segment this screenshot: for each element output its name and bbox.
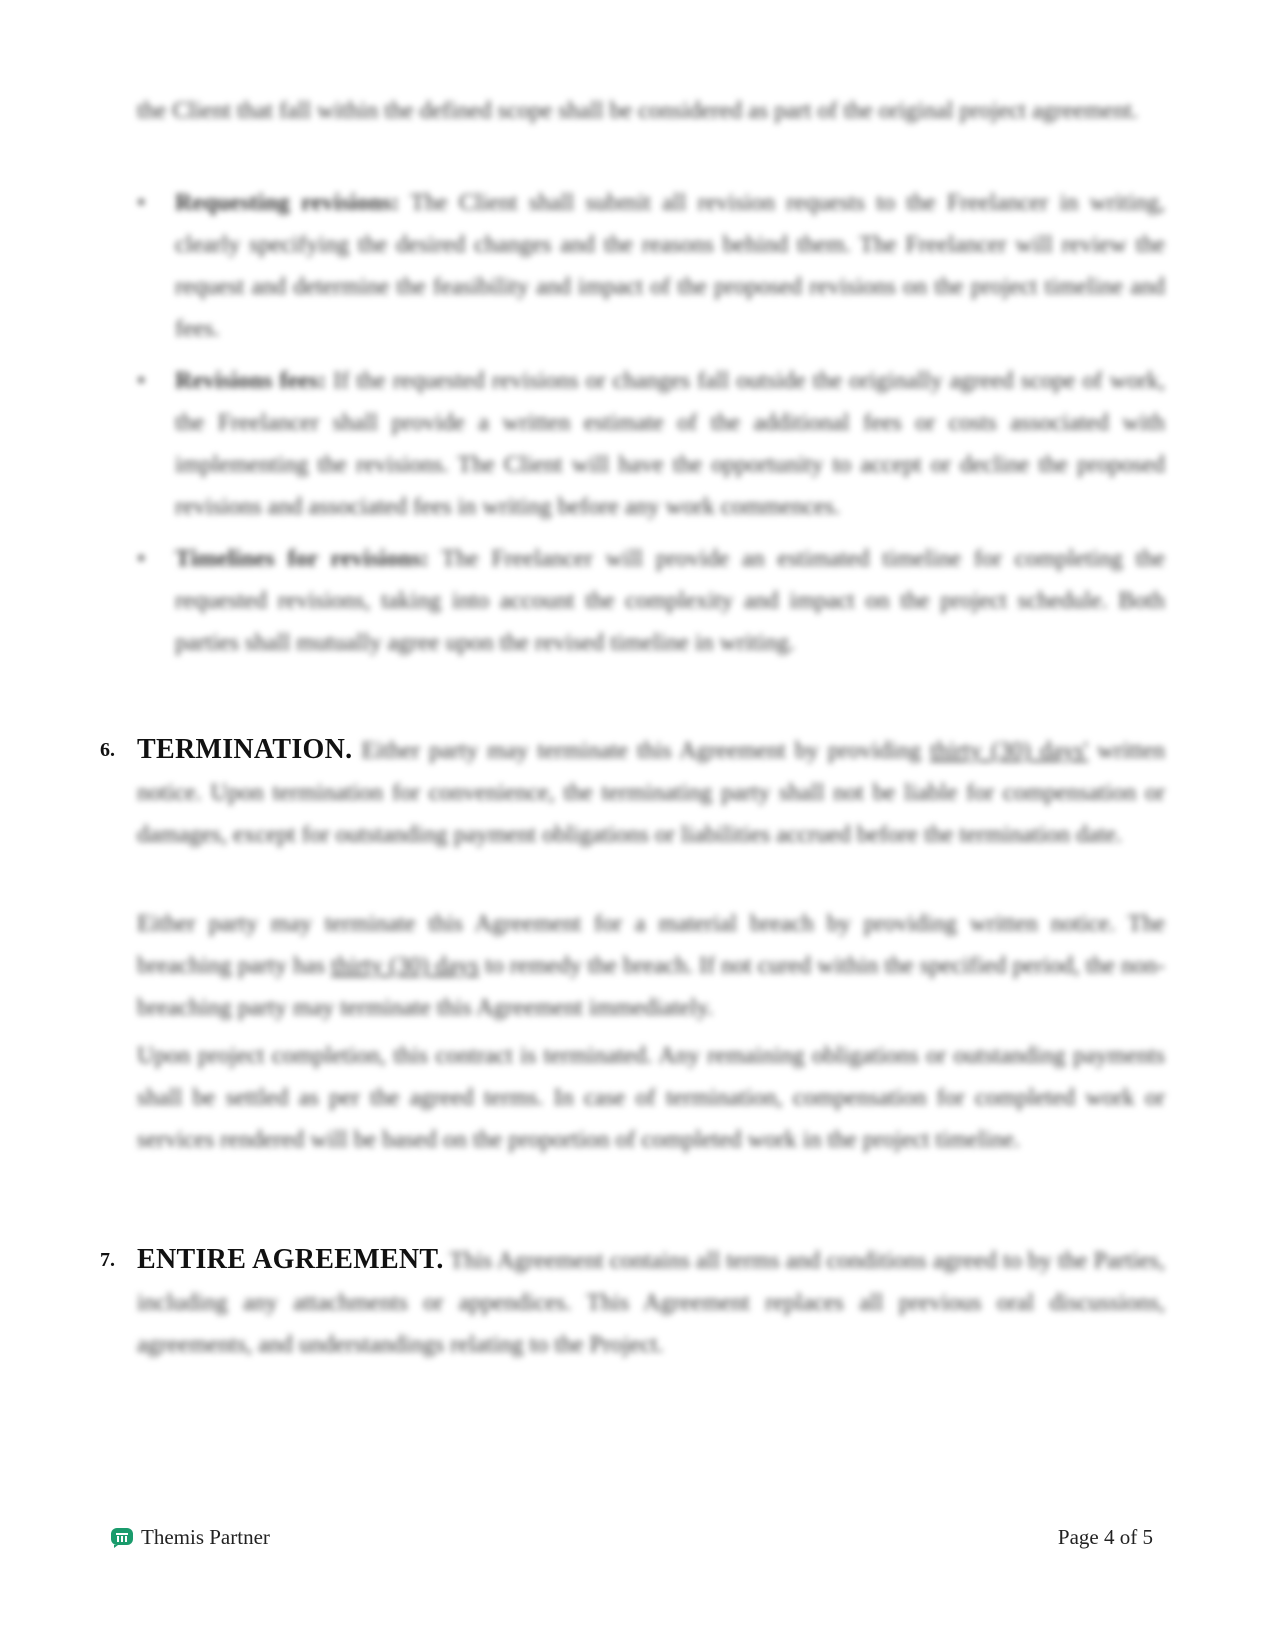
bullet-dot-icon: •	[137, 546, 146, 572]
footer-brand-name: Themis Partner	[141, 1525, 270, 1549]
section-heading: TERMINATION.	[137, 734, 353, 765]
list-item	[137, 182, 1165, 350]
termination-notice-period: thirty (30) days'	[929, 738, 1089, 764]
breach-cure-period: thirty (30) days	[331, 953, 480, 979]
breach-text-before: Either party may terminate this Agreement for a material breach by providing written notice. The breaching party has	[137, 911, 1165, 979]
bullet-label: Revisions fees:	[175, 368, 327, 394]
section-number: 6.	[100, 739, 115, 761]
section-heading: ENTIRE AGREEMENT.	[137, 1244, 444, 1275]
list-item	[137, 360, 1165, 528]
termination-paragraph-3: Upon project completion, this contract is terminated. Any remaining obligations or outstanding payments shall be settled as per the agreed terms. In case of termination, compensation for completed work or services rendered will be based on the proportion of completed work in the project timeline.	[137, 1043, 1165, 1153]
page-number: Page 4 of 5	[1057, 1525, 1153, 1549]
section-entire-agreement	[100, 1239, 1165, 1366]
list-item	[137, 538, 1165, 664]
termination-paragraph-2	[137, 903, 1165, 1029]
section-text: This Agreement contains all terms and conditions agreed to by the Parties, including any attachments or appendices. This Agreement replaces all previous oral discussions, agreements, and understandings relating to the Project.	[137, 1248, 1165, 1358]
page-footer	[110, 1525, 1165, 1555]
intro-paragraph: the Client that fall within the defined scope shall be considered as part of the original project agreement.	[137, 98, 1138, 124]
section-termination	[100, 729, 1165, 856]
bullet-label: Requesting revisions:	[175, 190, 400, 216]
section-number: 7.	[100, 1249, 115, 1271]
bullet-dot-icon: •	[137, 368, 146, 394]
bullet-text: The Freelancer will provide an estimated timeline for completing the requested revisions, taking into account the complexity and impact on the project schedule. Both parties shall mutually agree upon the revised timeline in writing.	[175, 546, 1165, 656]
footer-brand	[110, 1525, 270, 1550]
revisions-bullet-list	[137, 182, 1165, 674]
bullet-text: If the requested revisions or changes fall outside the originally agreed scope of work, the Freelancer shall provide a written estimate of the additional fees or costs associated with implementing the revisions. The Client will have the opportunity to accept or decline the proposed revisions and associated fees in writing before any work commences.	[175, 368, 1165, 520]
bullet-dot-icon: •	[137, 190, 146, 216]
bullet-label: Timelines for revisions:	[175, 546, 429, 572]
themis-logo-icon	[110, 1527, 134, 1549]
termination-text-before: Either party may terminate this Agreement by providing	[361, 738, 922, 764]
termination-text-after: written notice. Upon termination for convenience, the terminating party shall not be liable for compensation or damages, except for outstanding payment obligations or liabilities accrued before the termination date.	[137, 738, 1166, 848]
breach-text-after: to remedy the breach. If not cured within the specified period, the non-breaching party may terminate this Agreement immediately.	[137, 953, 1166, 1021]
bullet-text: The Client shall submit all revision requests to the Freelancer in writing, clearly specifying the desired changes and the reasons behind them. The Freelancer will review the request and determine the feasibility and impact of the proposed revisions on the project timeline and fees.	[175, 190, 1165, 342]
